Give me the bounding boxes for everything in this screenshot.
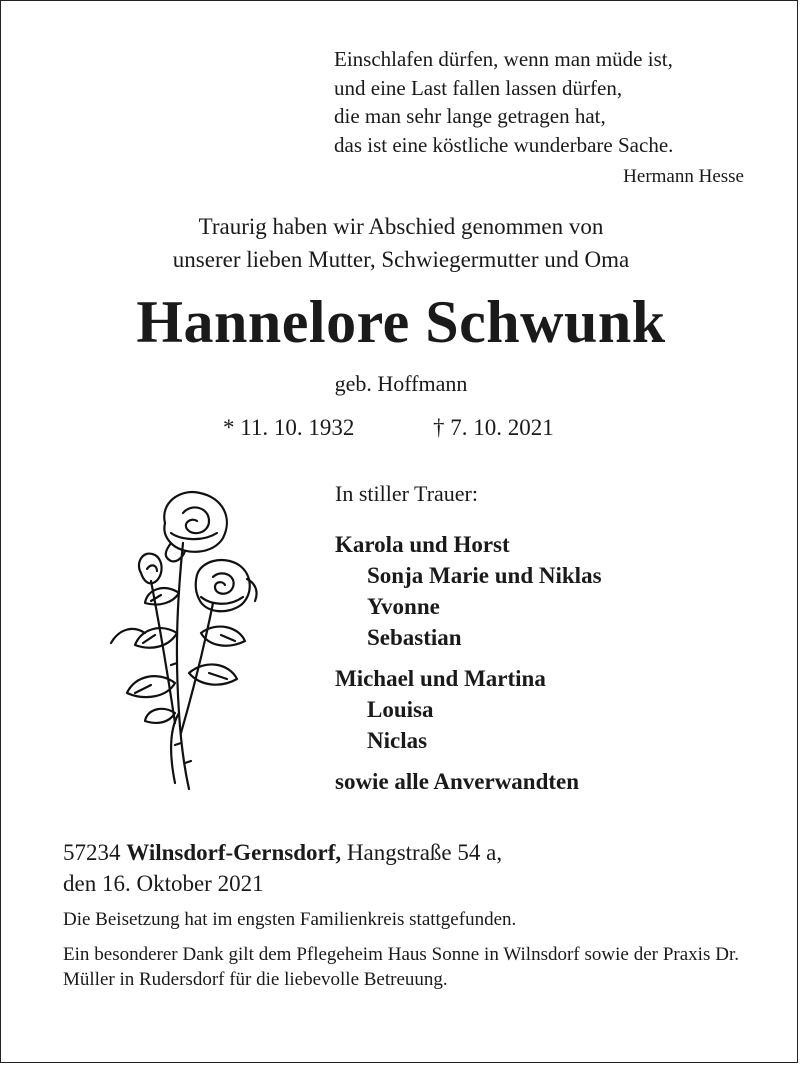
mourning-label: In stiller Trauer: (335, 481, 478, 506)
poem-line: die man sehr lange getragen hat, (334, 104, 606, 128)
family-member: Yvonne (367, 594, 440, 619)
family-head: Karola und Horst (335, 532, 510, 557)
birth-name: geb. Hoffmann (334, 371, 468, 396)
address-block (63, 837, 502, 899)
poem-line: das ist eine köstliche wunderbare Sache. (334, 132, 674, 157)
deceased-name: Hannelore Schwunk (136, 289, 666, 355)
family-closing: sowie alle Anverwandten (335, 769, 580, 794)
family-head: Michael und Martina (335, 666, 546, 691)
intro-line: unserer lieben Mutter, Schwiegermutter und Oma (172, 247, 630, 272)
family-member: Niclas (367, 728, 428, 753)
birth-date: * 11. 10. 1932 (223, 415, 355, 440)
family-list (335, 529, 602, 797)
intro-text (1, 210, 800, 276)
death-date: † 7. 10. 2021 (433, 415, 554, 440)
rose-bouquet-icon (105, 483, 263, 795)
postcode: 57234 (63, 840, 121, 865)
burial-notice: Die Beisetzung hat im engsten Familienkreis stattgefunden. (63, 909, 517, 930)
poem-line: und eine Last fallen lassen dürfen, (334, 75, 623, 100)
poem-line: Einschlafen dürfen, wenn man müde ist, (334, 47, 673, 71)
intro-line: Traurig haben wir Abschied genommen von (198, 214, 604, 239)
family-member: Sonja Marie und Niklas (367, 563, 602, 588)
address-line (63, 837, 502, 868)
family-member: Sebastian (367, 625, 462, 650)
family-member: Louisa (367, 697, 434, 722)
poem-author: Hermann Hesse (623, 166, 744, 187)
poem (334, 45, 673, 159)
thanks-note: Ein besonderer Dank gilt dem Pflegeheim Haus Sonne in Wilnsdorf sowie der Praxis Dr. Müller in Rudersdorf für die liebevolle Betreuung. (63, 944, 739, 990)
street: Hangstraße 54 a, (346, 840, 503, 865)
place-date: den 16. Oktober 2021 (63, 871, 264, 896)
town: Wilnsdorf-Gernsdorf, (126, 840, 342, 865)
